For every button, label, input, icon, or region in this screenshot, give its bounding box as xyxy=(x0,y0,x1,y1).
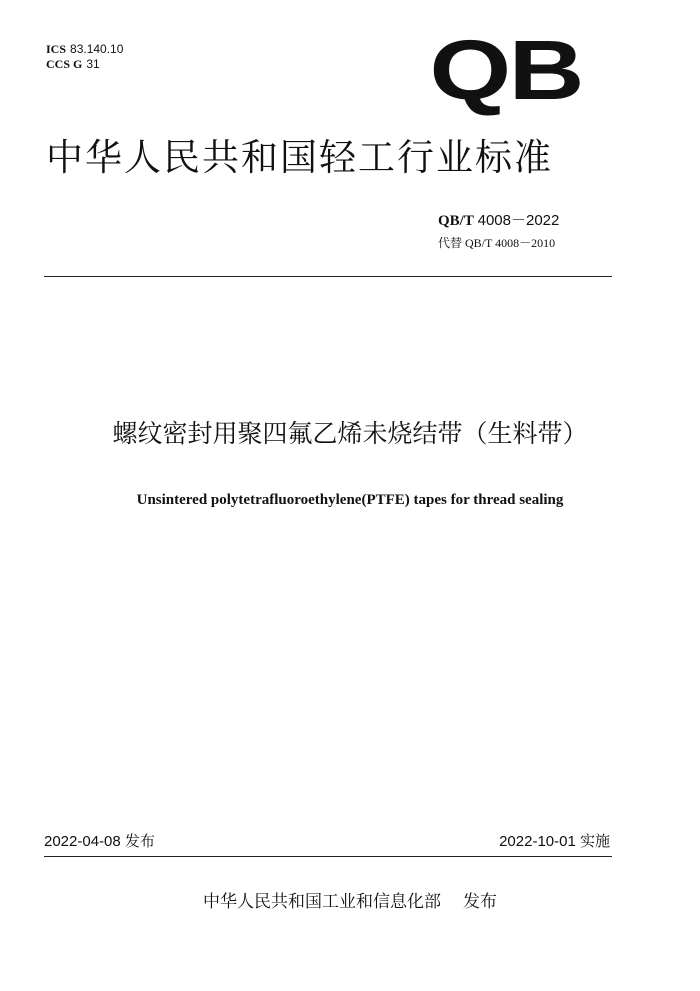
publisher-name: 中华人民共和国工业和信息化部 xyxy=(203,892,441,912)
classification-codes xyxy=(46,42,123,72)
qb-logo: QB xyxy=(429,23,582,117)
ccs-label: CCS G xyxy=(46,57,83,71)
document-title-chinese: 螺纹密封用聚四氟乙烯未烧结带（生料带） xyxy=(112,419,588,448)
issue-date: 2022-04-08 发布 xyxy=(44,833,155,850)
publish-action: 发布 xyxy=(463,892,497,912)
replaces-standard: 代替 QB/T 4008－2010 xyxy=(438,236,556,250)
ics-code xyxy=(46,42,123,57)
standard-number-prefix: QB/T xyxy=(438,213,474,229)
ccs-value: 31 xyxy=(86,57,100,71)
standard-number-value: 4008－2022 xyxy=(477,212,560,229)
ics-label: ICS xyxy=(46,42,67,56)
standard-number xyxy=(438,209,559,230)
ccs-code xyxy=(46,57,123,72)
ics-value: 83.140.10 xyxy=(70,42,124,56)
document-title-english: Unsintered polytetrafluoroethylene(PTFE) tapes for thread sealing xyxy=(136,492,564,508)
footer-divider xyxy=(44,856,612,857)
implementation-date: 2022-10-01 实施 xyxy=(499,833,610,850)
standard-category-title: 中华人民共和国轻工行业标准 xyxy=(46,136,553,179)
publisher-line xyxy=(0,887,700,912)
header-divider xyxy=(44,276,612,277)
